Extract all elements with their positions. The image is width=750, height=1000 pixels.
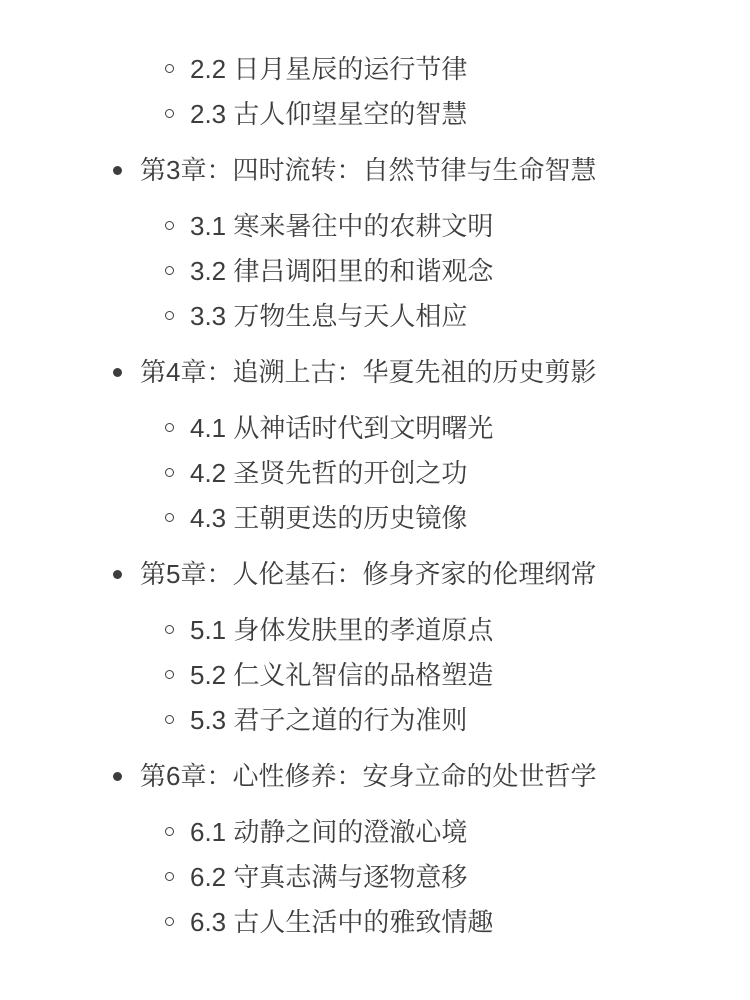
toc-subitem	[190, 294, 750, 339]
toc-subitem	[190, 249, 750, 294]
circle-bullet-icon	[165, 311, 174, 320]
toc-subitem	[190, 406, 750, 451]
toc-sublist-chapter5	[140, 608, 750, 743]
toc-subitem-label: 2.2 日月星辰的运行节律	[190, 54, 468, 84]
circle-bullet-icon	[165, 827, 174, 836]
toc-sublist-chapter6	[140, 810, 750, 945]
circle-bullet-icon	[165, 513, 174, 522]
disc-bullet-icon	[113, 772, 122, 781]
toc-subitem-label: 5.1 身体发肤里的孝道原点	[190, 615, 494, 645]
toc-subitem-label: 3.1 寒来暑往中的农耕文明	[190, 211, 494, 241]
circle-bullet-icon	[165, 872, 174, 881]
circle-bullet-icon	[165, 625, 174, 634]
toc-chapter-label: 第6章：心性修养：安身立命的处世哲学	[140, 761, 597, 791]
circle-bullet-icon	[165, 266, 174, 275]
toc-list	[0, 47, 750, 945]
toc-subitem-label: 2.3 古人仰望星空的智慧	[190, 99, 468, 129]
toc-chapter-label: 第4章：追溯上古：华夏先祖的历史剪影	[140, 357, 597, 387]
circle-bullet-icon	[165, 64, 174, 73]
toc-subitem	[190, 92, 750, 137]
toc-subitem	[190, 900, 750, 945]
toc-subitem-label: 6.1 动静之间的澄澈心境	[190, 817, 468, 847]
toc-subitem	[190, 608, 750, 653]
toc-chapter	[140, 754, 750, 799]
toc-subitem	[190, 653, 750, 698]
toc-chapter-label: 第5章：人伦基石：修身齐家的伦理纲常	[140, 559, 597, 589]
circle-bullet-icon	[165, 715, 174, 724]
toc-chapter	[140, 552, 750, 597]
toc-subitem-label: 3.3 万物生息与天人相应	[190, 301, 468, 331]
circle-bullet-icon	[165, 221, 174, 230]
toc-subitem	[190, 451, 750, 496]
disc-bullet-icon	[113, 368, 122, 377]
toc-sublist-chapter3	[140, 204, 750, 339]
toc-subitem	[190, 698, 750, 743]
toc-sublist-chapter2	[140, 47, 750, 137]
toc-subitem	[190, 47, 750, 92]
disc-bullet-icon	[113, 570, 122, 579]
circle-bullet-icon	[165, 109, 174, 118]
circle-bullet-icon	[165, 468, 174, 477]
toc-subitem	[190, 204, 750, 249]
toc-subitem-label: 4.3 王朝更迭的历史镜像	[190, 503, 468, 533]
toc-subitem-label: 5.3 君子之道的行为准则	[190, 705, 468, 735]
toc-subitem	[190, 496, 750, 541]
toc-subitem-label: 6.3 古人生活中的雅致情趣	[190, 907, 494, 937]
circle-bullet-icon	[165, 917, 174, 926]
toc-subitem	[190, 855, 750, 900]
toc-subitem-label: 3.2 律吕调阳里的和谐观念	[190, 256, 494, 286]
toc-subitem	[190, 810, 750, 855]
circle-bullet-icon	[165, 670, 174, 679]
toc-subitem-label: 4.1 从神话时代到文明曙光	[190, 413, 494, 443]
toc-subitem-label: 4.2 圣贤先哲的开创之功	[190, 458, 468, 488]
toc-subitem-label: 5.2 仁义礼智信的品格塑造	[190, 660, 494, 690]
circle-bullet-icon	[165, 423, 174, 432]
toc-chapter	[140, 148, 750, 193]
toc-chapter-label: 第3章：四时流转：自然节律与生命智慧	[140, 155, 597, 185]
toc-sublist-chapter4	[140, 406, 750, 541]
toc-chapter	[140, 350, 750, 395]
toc-subitem-label: 6.2 守真志满与逐物意移	[190, 862, 468, 892]
disc-bullet-icon	[113, 166, 122, 175]
